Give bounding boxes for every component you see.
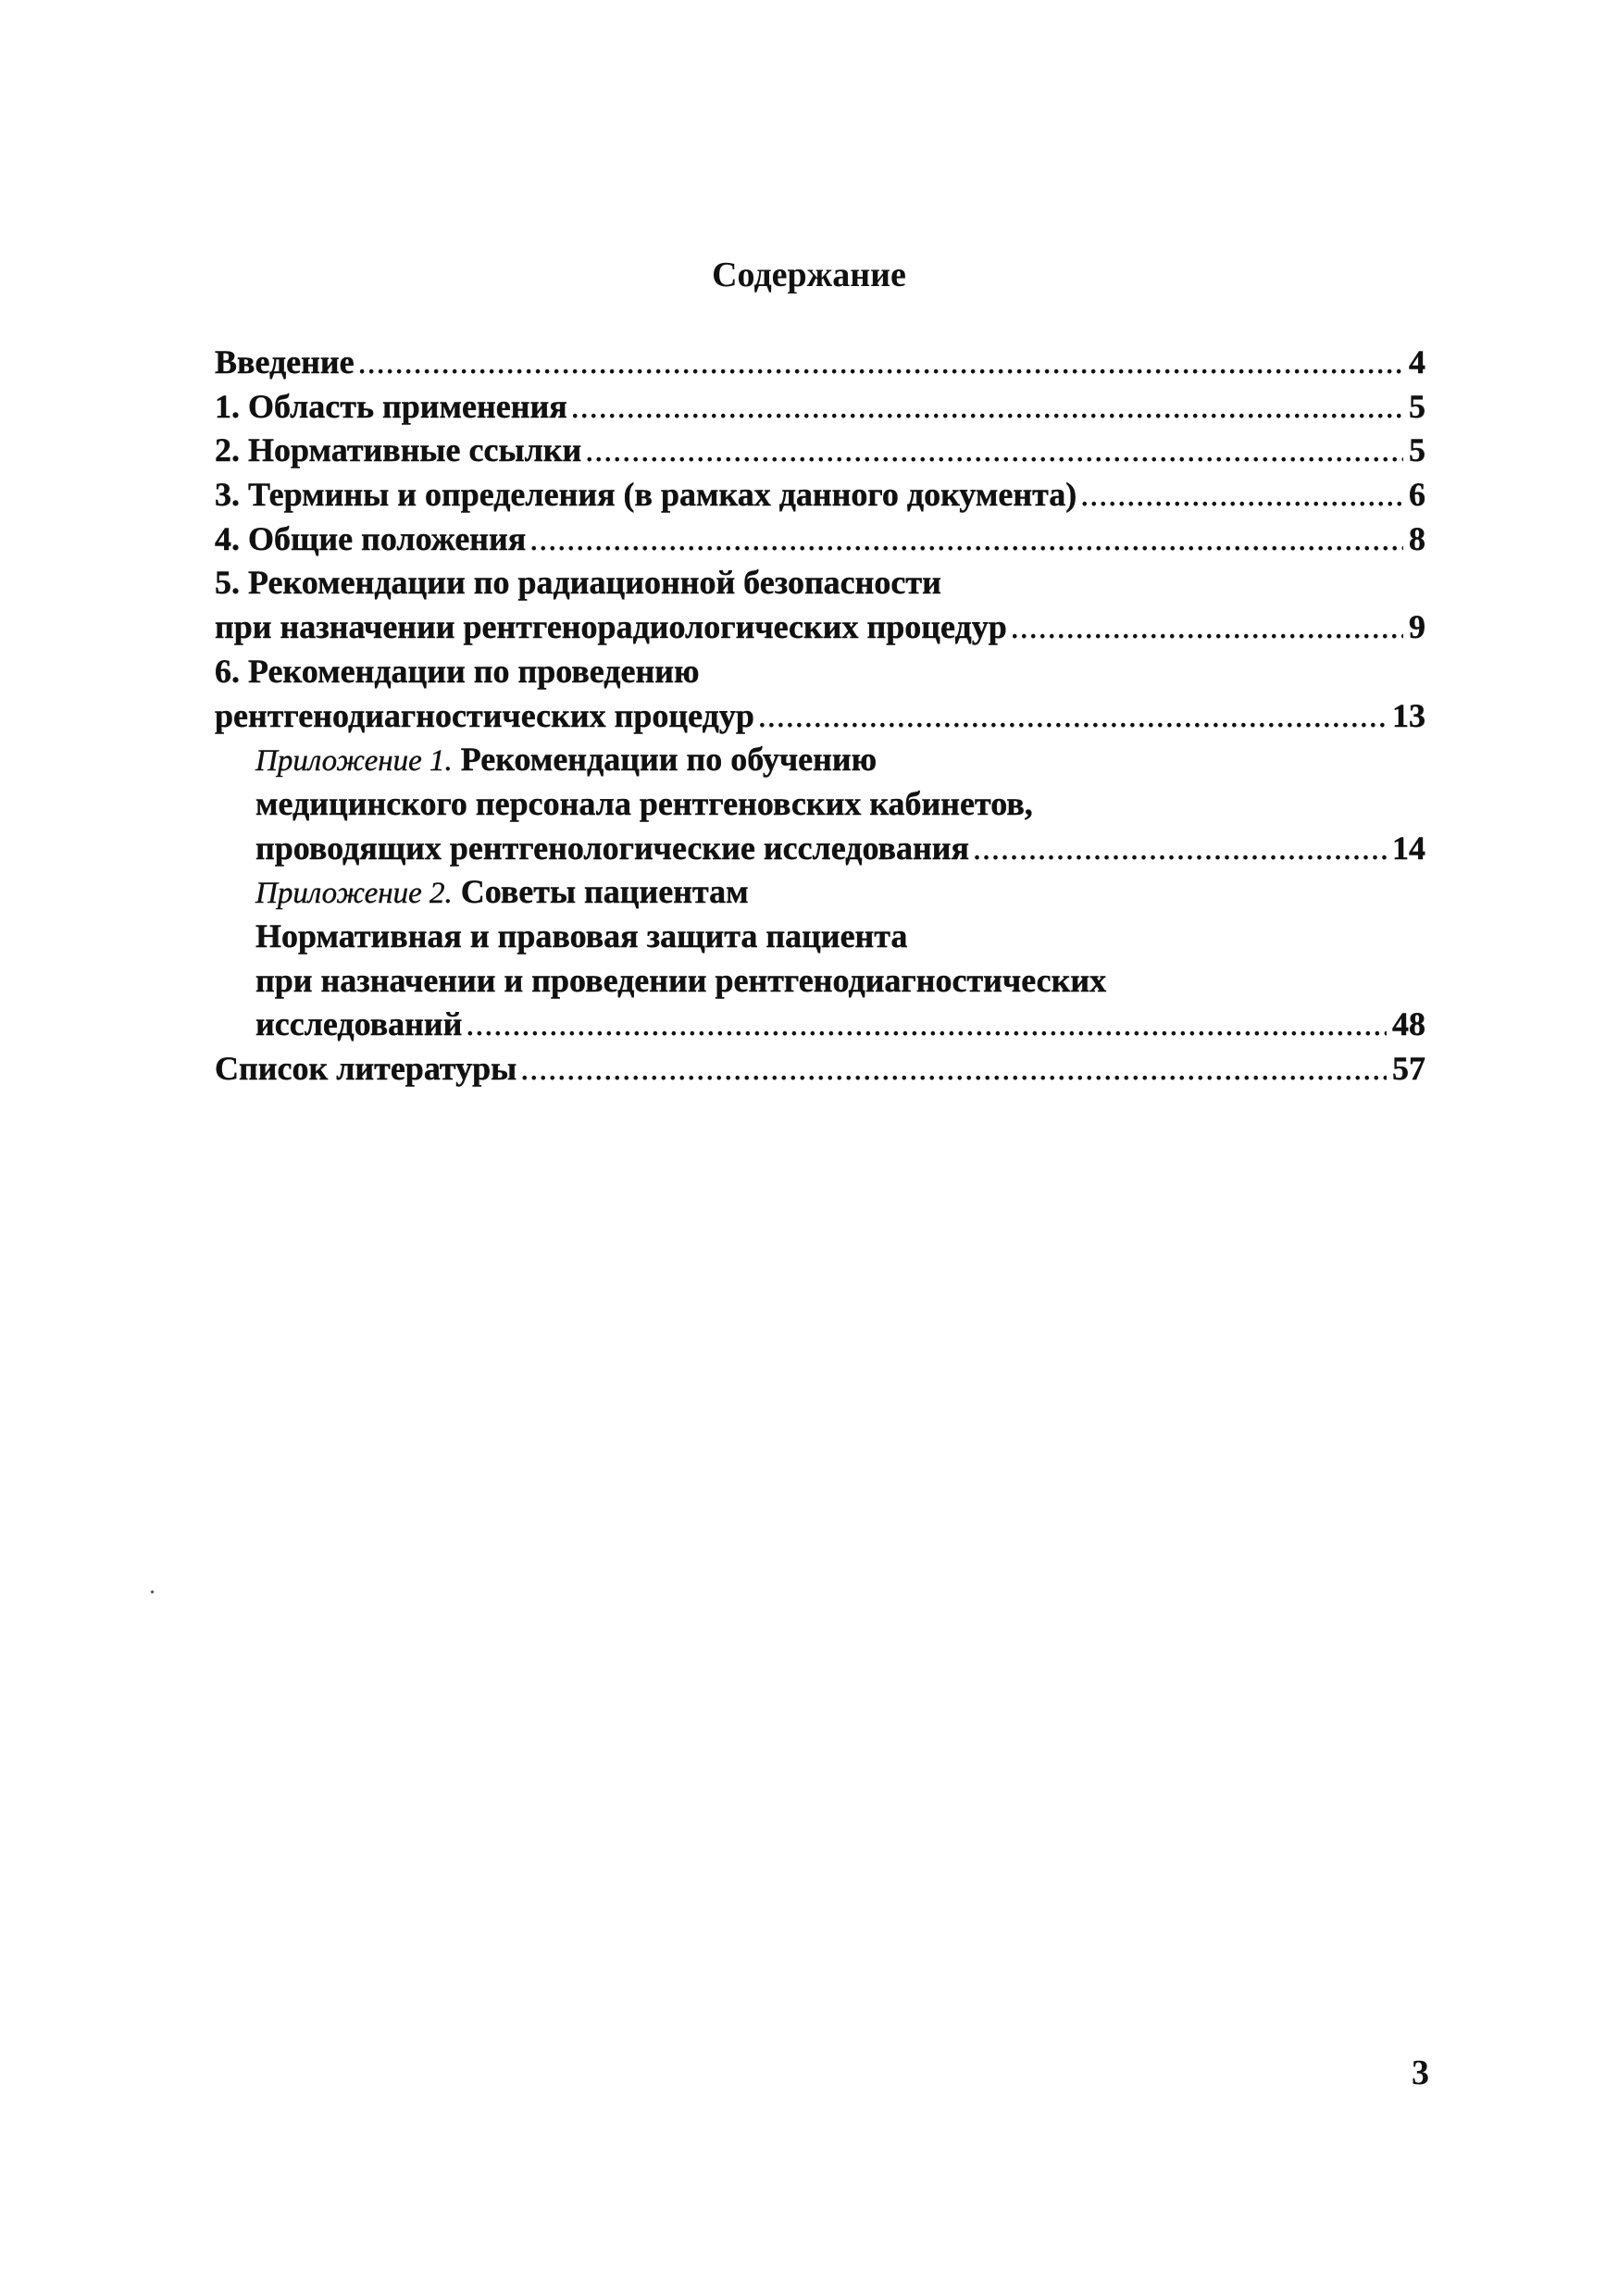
toc-page-number: 5	[1409, 387, 1425, 425]
toc-entry-appendix1-line3[interactable]	[215, 827, 1425, 871]
toc-entry-procedures-line1[interactable]	[215, 650, 1425, 694]
toc-entry-procedures-line2[interactable]	[215, 694, 1425, 739]
toc-entry-text: при назначении и проведении рентгенодиагностических	[255, 961, 1107, 999]
toc-entry-text: 6. Рекомендации по проведению	[215, 652, 700, 690]
appendix-title: Рекомендации по обучению	[452, 741, 877, 779]
appendix-title: Советы пациентам	[452, 873, 749, 911]
toc-entry-appendix2-line1[interactable]	[215, 870, 1425, 915]
toc-entry-appendix2-line2[interactable]	[215, 915, 1425, 959]
toc-entry-text: при назначении рентгенорадиологических процедур	[215, 608, 1007, 646]
toc-leader-dots	[1011, 605, 1403, 650]
toc-entry-text	[255, 738, 877, 784]
toc-page-number: 57	[1392, 1050, 1425, 1087]
toc-entry-radiation-safety-line2[interactable]	[215, 605, 1425, 650]
toc-page-number: 13	[1392, 696, 1425, 734]
toc-leader-dots	[585, 429, 1403, 473]
toc-entry-text: 2. Нормативные ссылки	[215, 431, 582, 469]
toc-leader-dots	[973, 827, 1387, 871]
toc-entry-normative-references[interactable]	[215, 429, 1425, 473]
toc-entry-text: Список литературы	[215, 1050, 517, 1087]
toc-entry-appendix1-line2[interactable]	[215, 782, 1425, 827]
table-of-contents	[215, 341, 1425, 1092]
toc-leader-dots	[358, 341, 1403, 385]
toc-leader-dots	[466, 1003, 1387, 1047]
toc-entry-text: 3. Термины и определения (в рамках данного документа)	[215, 476, 1077, 514]
toc-entry-text: медицинского персонала рентгеновских кабинетов,	[255, 784, 1033, 822]
toc-entry-bibliography[interactable]	[215, 1047, 1425, 1092]
toc-leader-dots	[1080, 473, 1403, 518]
toc-page-number: 48	[1392, 1005, 1425, 1043]
toc-leader-dots	[529, 518, 1403, 562]
toc-entry-text: 1. Область применения	[215, 387, 567, 425]
toc-page-number: 9	[1409, 608, 1425, 646]
toc-entry-general-provisions[interactable]	[215, 518, 1425, 562]
toc-entry-appendix2-line4[interactable]	[215, 1003, 1425, 1047]
toc-page-number: 4	[1409, 343, 1425, 381]
toc-entry-text: 5. Рекомендации по радиационной безопасности	[215, 564, 941, 602]
toc-page-number: 14	[1392, 829, 1425, 867]
toc-entry-text: 4. Общие положения	[215, 519, 527, 557]
toc-leader-dots	[520, 1047, 1387, 1092]
toc-page-number: 5	[1409, 431, 1425, 469]
toc-entry-text	[255, 870, 749, 917]
appendix-label: Приложение 1.	[255, 744, 453, 779]
toc-page-number: 6	[1409, 476, 1425, 514]
page-title: Содержание	[712, 256, 906, 294]
toc-entry-text: рентгенодиагностических процедур	[215, 696, 754, 734]
toc-entry-terms[interactable]	[215, 473, 1425, 518]
page-number: 3	[1412, 2053, 1429, 2092]
scan-speck	[150, 1590, 154, 1593]
toc-entry-text: проводящих рентгенологические исследования	[255, 829, 969, 867]
toc-leader-dots	[571, 385, 1403, 430]
toc-entry-scope[interactable]	[215, 385, 1425, 430]
appendix-label: Приложение 2.	[255, 877, 453, 911]
toc-page-number: 8	[1409, 519, 1425, 557]
toc-entry-appendix2-line3[interactable]	[215, 959, 1425, 1004]
toc-entry-radiation-safety-line1[interactable]	[215, 561, 1425, 605]
toc-entry-introduction[interactable]	[215, 341, 1425, 385]
toc-entry-text: Нормативная и правовая защита пациента	[255, 917, 908, 955]
toc-entry-appendix1-line1[interactable]	[215, 738, 1425, 782]
toc-entry-text: исследований	[255, 1005, 463, 1043]
toc-leader-dots	[758, 694, 1387, 739]
toc-entry-text: Введение	[215, 343, 355, 381]
